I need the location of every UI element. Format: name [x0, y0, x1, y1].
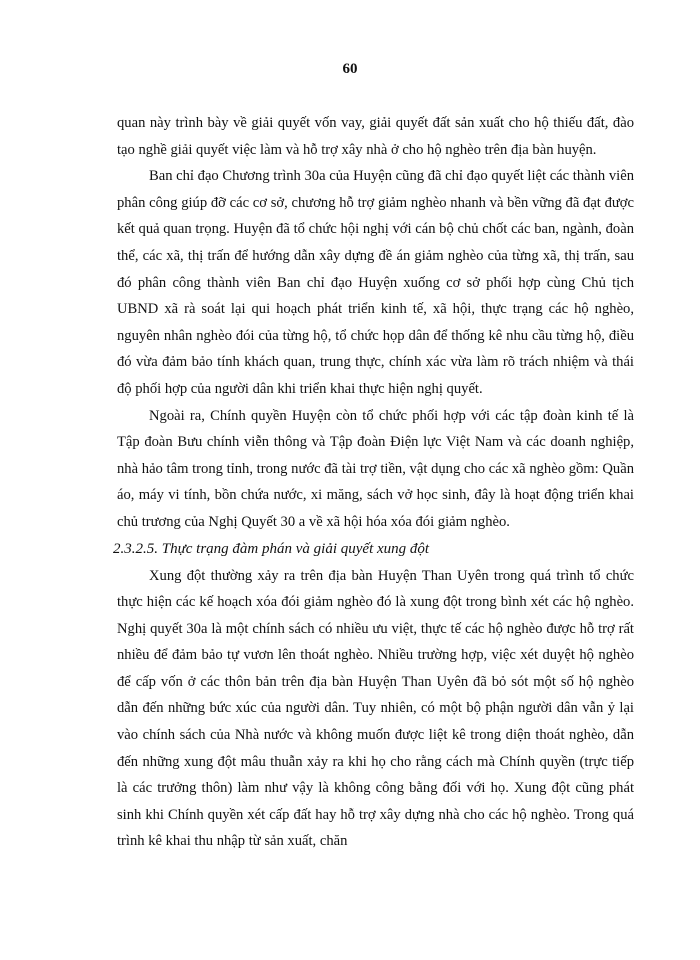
paragraph-corporate-support: Ngoài ra, Chính quyền Huyện còn tổ chức phối hợp với các tập đoàn kinh tế là Tập đoàn Bưu chính viễn thông và Tập đoàn Điện lực Việt Nam và các doanh nghiệp, nhà hảo tâm trong tỉnh, trong nước đã tài trợ tiền, vật dụng cho các xã nghèo gồm: Quần áo, máy vi tính, bồn chứa nước, xi măng, sách vở học sinh, đây là hoạt động triển khai chủ trương của Nghị Quyết 30 a về xã hội hóa xóa đói giảm nghèo.: [117, 407, 634, 530]
body-text: [113, 110, 634, 855]
paragraph-steering-committee: Ban chỉ đạo Chương trình 30a của Huyện cũng đã chỉ đạo quyết liệt các thành viên phân công giúp đỡ các cơ sở, chương hỗ trợ giảm nghèo nhanh và bền vững đã đạt được kết quả quan trọng. Huyện đã tổ chức hội nghị với cán bộ chủ chốt các ban, ngành, đoàn thể, các xã, thị trấn để hướng dẫn xây dựng đề án giảm nghèo của từng xã, thị trấn, sau đó phân công thành viên Ban chỉ đạo Huyện xuống cơ sở phối hợp cùng Chủ tịch UBND xã rà soát lại qui hoạch phát triển kinh tế, xã hội, thực trạng các hộ nghèo, nguyên nhân nghèo đói của từng hộ, tổ chức họp dân để thống kê nhu cầu từng hộ, điều đó vừa đảm bảo tính khách quan, trung thực, chính xác vừa làm rõ trách nhiệm và thái độ phối hợp của người dân khi triển khai thực hiện nghị quyết.: [117, 168, 634, 397]
section-heading: 2.3.2.5. Thực trạng đàm phán và giải quyết xung đột: [113, 540, 430, 557]
paragraph-conflict: Xung đột thường xảy ra trên địa bàn Huyện Than Uyên trong quá trình tổ chức thực hiện các kế hoạch xóa đói giảm nghèo đó là xung đột trong bình xét các hộ nghèo. Nghị quyết 30a là một chính sách có nhiều ưu việt, thực tế các hộ nghèo được hỗ trợ rất nhiều để đảm bảo tự vươn lên thoát nghèo. Nhiều trường hợp, việc xét duyệt hộ nghèo để cấp vốn ở các thôn bản trên địa bàn Huyện Than Uyên đã bỏ sót một số hộ nghèo dẫn đến những bức xúc của người dân. Tuy nhiên, có một bộ phận người dân vẫn ỷ lại vào chính sách của Nhà nước và không muốn được liệt kê trong diện thoát nghèo, dẫn đến những xung đột mâu thuẫn xảy ra khi họ cho rằng cách mà Chính quyền (trực tiếp là các trưởng thôn) làm như vậy là không công bằng đối với họ. Xung đột cũng phát sinh khi Chính quyền xét cấp đất hay hỗ trợ xây dựng nhà cho các hộ nghèo. Trong quá trình kê khai thu nhập từ sản xuất, chăn: [117, 567, 634, 850]
paragraph-continuation: quan này trình bày về giải quyết vốn vay, giải quyết đất sản xuất cho hộ thiếu đất, đào tạo nghề giải quyết việc làm và hỗ trợ xây nhà ở cho hộ nghèo trên địa bàn huyện.: [117, 115, 634, 158]
page-number: 60: [342, 61, 358, 77]
